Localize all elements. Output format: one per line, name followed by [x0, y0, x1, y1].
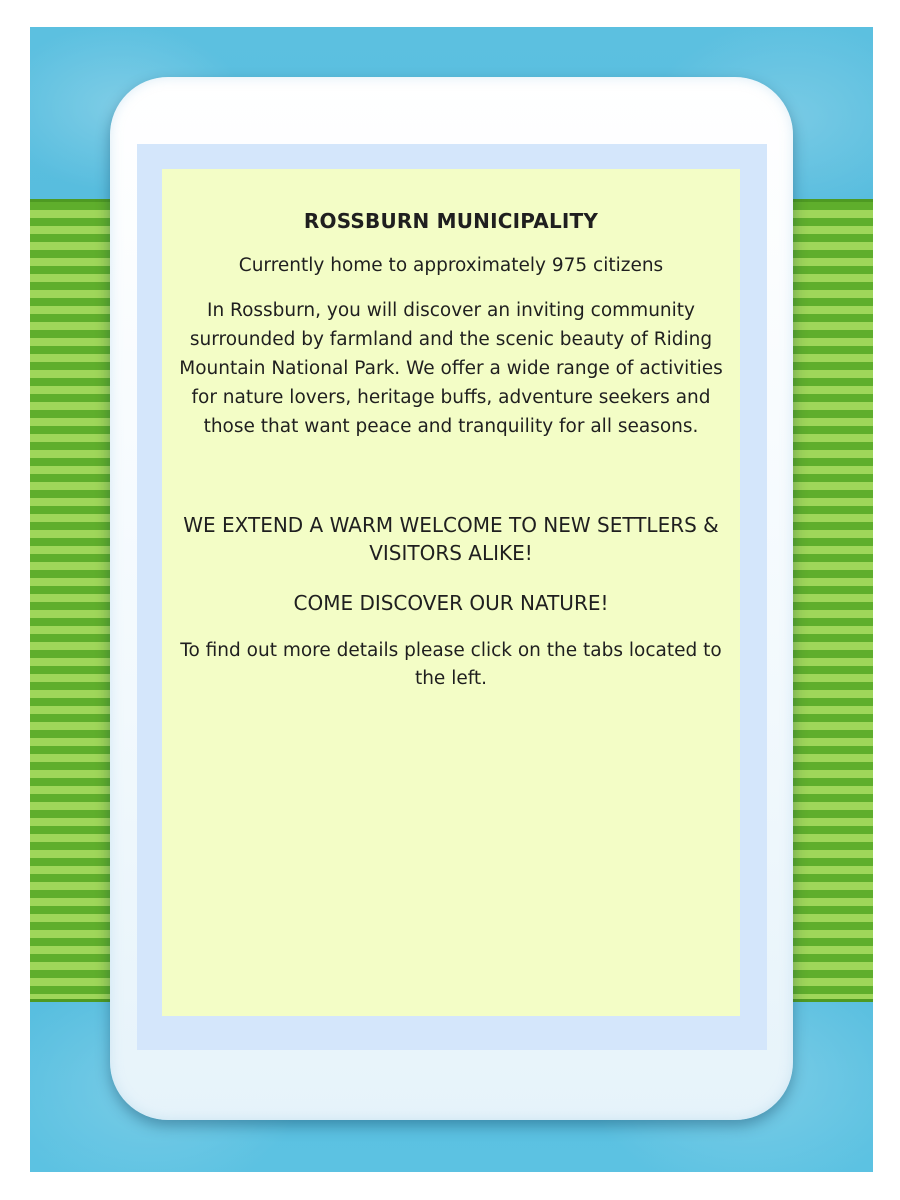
- rounded-white-frame: [110, 77, 793, 1120]
- intro-paragraph: In Rossburn, you will discover an inviting community surrounded by farmland and the scenic beauty of Riding Mountain National Park. We offer a wide range of activities for nature lovers, heritage buffs, adventure seekers and those that want peace and tranquility for all seasons.: [179, 300, 723, 437]
- content-panel: [162, 169, 740, 1016]
- welcome-heading: WE EXTEND A WARM WELCOME TO NEW SETTLERS & VISITORS ALIKE!: [183, 513, 719, 565]
- discover-heading: COME DISCOVER OUR NATURE!: [293, 591, 609, 615]
- page-background: [30, 27, 873, 1172]
- population-subtitle: Currently home to approximately 975 citizens: [238, 255, 664, 276]
- page-title: ROSSBURN MUNICIPALITY: [303, 209, 599, 233]
- light-blue-border: [137, 144, 767, 1050]
- details-instruction: To find out more details please click on the tabs located to the left.: [180, 640, 722, 689]
